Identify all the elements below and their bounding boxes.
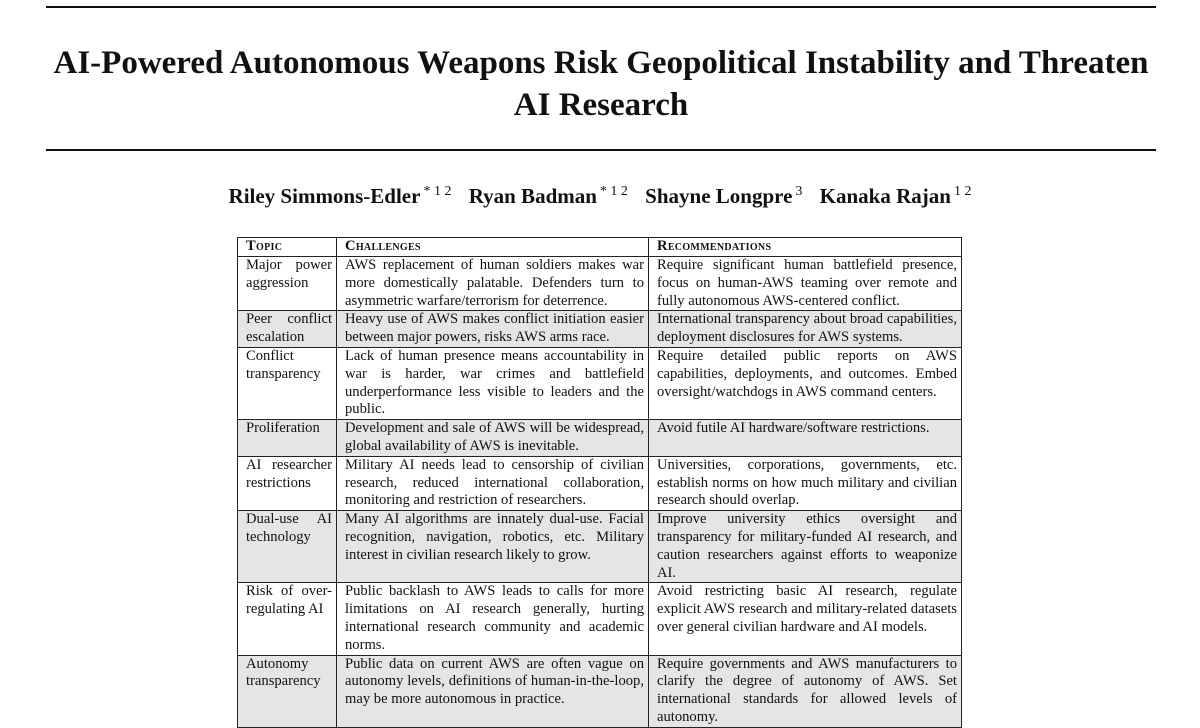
cell-recommendations: Require significant human battlefield presence, focus on human-AWS teaming over remote and fully autonomous AWS-centered conflict. — [649, 257, 962, 311]
table-row — [238, 420, 962, 457]
header-challenges: Challenges — [337, 238, 649, 257]
author — [645, 177, 802, 211]
author-affiliation: 3 — [795, 184, 803, 199]
cell-challenges: AWS replacement of human soldiers makes war more domestically palatable. Defenders turn to asymmetric warfare/terrorism for deterrence. — [337, 257, 649, 311]
table-row — [238, 655, 962, 727]
cell-recommendations: Universities, corporations, governments, etc. establish norms on how much military and civilian research should overlap. — [649, 456, 962, 510]
table-header-row — [238, 238, 962, 257]
cell-recommendations: Avoid restricting basic AI research, regulate explicit AWS research and military-related datasets over general civilian hardware and AI models. — [649, 583, 962, 655]
author-name: Riley Simmons-Edler — [228, 184, 421, 208]
table-row — [238, 511, 962, 583]
cell-topic: Proliferation — [238, 420, 337, 457]
author-list — [0, 177, 1200, 211]
cell-topic: Risk of over-regulating AI — [238, 583, 337, 655]
author-affiliation: 1 2 — [953, 184, 972, 199]
author — [820, 177, 972, 211]
cell-recommendations: Require governments and AWS manufacturers to clarify the degree of autonomy of AWS. Set international standards for allowed levels of autonomy. — [649, 655, 962, 727]
header-recommendations: Recommendations — [649, 238, 962, 257]
table-row — [238, 347, 962, 419]
table-row — [238, 456, 962, 510]
cell-recommendations: Require detailed public reports on AWS capabilities, deployments, and outcomes. Embed oversight/watchdogs in AWS command centers. — [649, 347, 962, 419]
cell-recommendations: Improve university ethics oversight and transparency for military-funded AI research, and caution researchers against efforts to weaponize AI. — [649, 511, 962, 583]
cell-challenges: Many AI algorithms are innately dual-use. Facial recognition, navigation, robotics, etc. Military interest in civilian research likely to grow. — [337, 511, 649, 583]
cell-recommendations: International transparency about broad capabilities, deployment disclosures for AWS systems. — [649, 311, 962, 348]
cell-challenges: Public backlash to AWS leads to calls for more limitations on AI research generally, hurting international research community and academic norms. — [337, 583, 649, 655]
author-name: Shayne Longpre — [645, 184, 793, 208]
top-rule — [46, 6, 1156, 8]
cell-topic: Peer conflict escalation — [238, 311, 337, 348]
table-row — [238, 583, 962, 655]
cell-recommendations: Avoid futile AI hardware/software restrictions. — [649, 420, 962, 457]
header-topic: Topic — [238, 238, 337, 257]
cell-challenges: Heavy use of AWS makes conflict initiation easier between major powers, risks AWS arms race. — [337, 311, 649, 348]
cell-topic: Conflict transparency — [238, 347, 337, 419]
cell-challenges: Lack of human presence means accountability in war is harder, war crimes and battlefield underperformance less visible to leaders and the public. — [337, 347, 649, 419]
cell-topic: Autonomy transparency — [238, 655, 337, 727]
risk-summary-table — [237, 237, 962, 728]
author-name: Ryan Badman — [468, 184, 597, 208]
cell-challenges: Military AI needs lead to censorship of civilian research, reduced international collaboration, monitoring and restriction of researchers. — [337, 456, 649, 510]
author-affiliation: * 1 2 — [599, 184, 628, 199]
author — [229, 177, 452, 211]
author-name: Kanaka Rajan — [819, 184, 951, 208]
table-row — [238, 257, 962, 311]
author — [469, 177, 628, 211]
cell-topic: Dual-use AI technology — [238, 511, 337, 583]
cell-challenges: Public data on current AWS are often vague on autonomy levels, definitions of human-in-the-loop, may be more autonomous in practice. — [337, 655, 649, 727]
author-affiliation: * 1 2 — [423, 184, 452, 199]
table-row — [238, 311, 962, 348]
cell-topic: AI researcher restrictions — [238, 456, 337, 510]
title-bottom-rule — [46, 149, 1156, 151]
cell-challenges: Development and sale of AWS will be widespread, global availability of AWS is inevitable. — [337, 420, 649, 457]
paper-title: AI-Powered Autonomous Weapons Risk Geopolitical Instability and Threaten AI Research — [53, 45, 1149, 123]
cell-topic: Major power aggression — [238, 257, 337, 311]
